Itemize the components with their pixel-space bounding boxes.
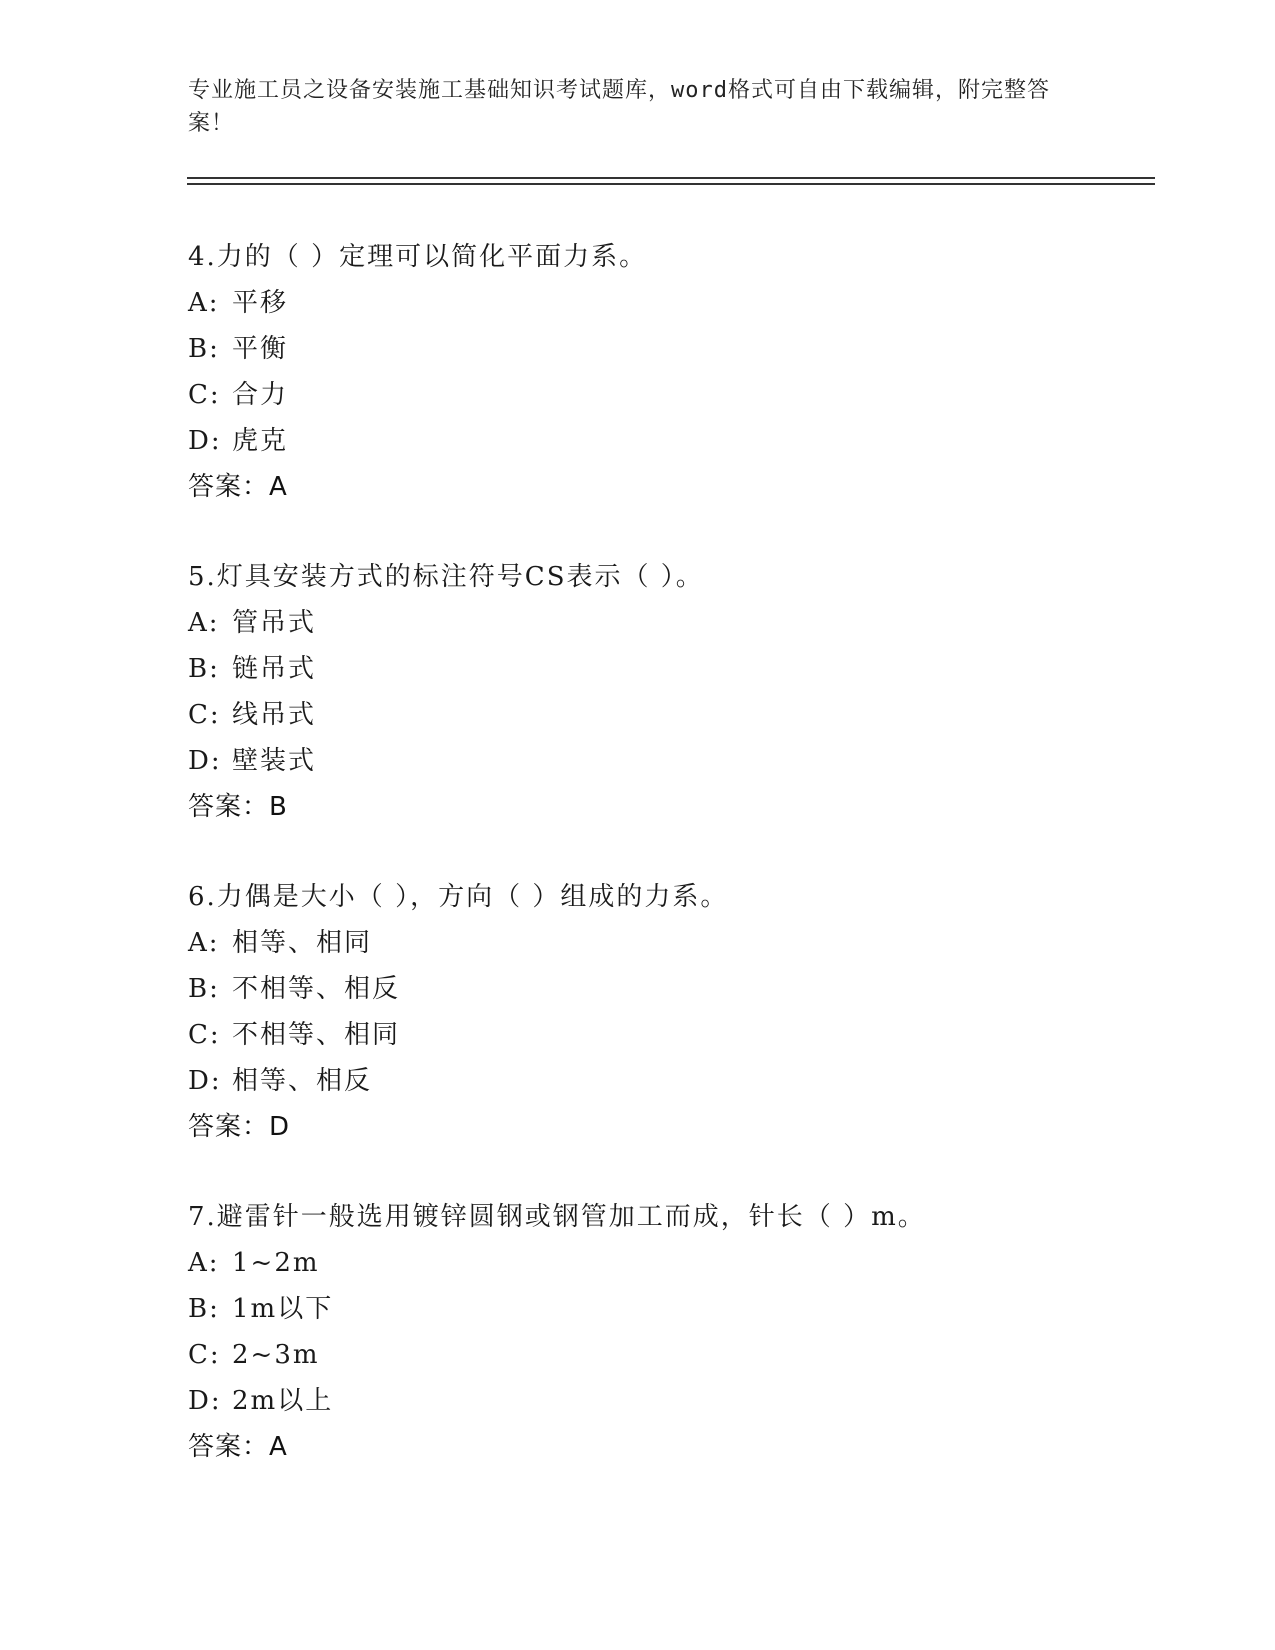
option-b	[188, 646, 1148, 692]
option-key: A:	[188, 288, 220, 318]
option-text: 虎克	[232, 426, 289, 456]
question-6	[188, 874, 1148, 1194]
option-text: 链吊式	[232, 654, 317, 684]
option-c	[188, 372, 1148, 418]
option-text: 线吊式	[232, 700, 317, 730]
option-key: C:	[188, 700, 221, 730]
option-d	[188, 1058, 1148, 1104]
option-text: 相等、相同	[232, 928, 373, 958]
option-b	[188, 326, 1148, 372]
header-divider-top	[187, 177, 1155, 179]
document-intro: 专业施工员之设备安装施工基础知识考试题库，word格式可自由下载编辑，附完整答案！	[188, 78, 1050, 136]
option-text: 1~2m	[232, 1248, 320, 1278]
answer-line: 答案：A	[188, 472, 288, 502]
option-d	[188, 418, 1148, 464]
option-a	[188, 1240, 1148, 1286]
question-7	[188, 1194, 1148, 1514]
answer-line: 答案：B	[188, 792, 288, 822]
option-key: C:	[188, 1020, 221, 1050]
option-text: 平移	[232, 288, 289, 318]
option-d	[188, 1378, 1148, 1424]
answer-line: 答案：A	[188, 1432, 288, 1462]
option-key: B:	[188, 1294, 220, 1324]
option-key: C:	[188, 1340, 221, 1370]
question-5	[188, 554, 1148, 874]
option-d	[188, 738, 1148, 784]
option-a	[188, 920, 1148, 966]
option-text: 不相等、相反	[232, 974, 401, 1004]
question-stem: 5.灯具安装方式的标注符号CS表示（ ）。	[188, 562, 704, 592]
option-c	[188, 1332, 1148, 1378]
option-key: A:	[188, 928, 220, 958]
answer-line: 答案：D	[188, 1112, 291, 1142]
option-key: D:	[188, 1386, 222, 1416]
option-a	[188, 600, 1148, 646]
option-b	[188, 966, 1148, 1012]
option-text: 平衡	[232, 334, 289, 364]
option-key: D:	[188, 1066, 222, 1096]
option-key: C:	[188, 380, 221, 410]
question-stem: 7.避雷针一般选用镀锌圆钢或钢管加工而成，针长（ ）m。	[188, 1202, 926, 1232]
option-key: A:	[188, 1248, 220, 1278]
option-text: 管吊式	[232, 608, 317, 638]
option-text: 2~3m	[232, 1340, 320, 1370]
option-c	[188, 1012, 1148, 1058]
question-list	[188, 234, 1148, 1514]
option-key: D:	[188, 426, 222, 456]
option-text: 1m以下	[232, 1294, 334, 1324]
option-key: B:	[188, 654, 220, 684]
option-b	[188, 1286, 1148, 1332]
option-key: D:	[188, 746, 222, 776]
question-stem: 4.力的（ ）定理可以简化平面力系。	[188, 242, 648, 272]
option-a	[188, 280, 1148, 326]
option-text: 壁装式	[232, 746, 317, 776]
option-c	[188, 692, 1148, 738]
option-key: B:	[188, 974, 220, 1004]
option-text: 相等、相反	[232, 1066, 373, 1096]
option-text: 合力	[232, 380, 289, 410]
question-4	[188, 234, 1148, 554]
option-text: 2m以上	[232, 1386, 334, 1416]
option-key: B:	[188, 334, 220, 364]
question-stem: 6.力偶是大小（ ），方向（ ）组成的力系。	[188, 882, 729, 912]
option-text: 不相等、相同	[232, 1020, 401, 1050]
header-divider-bottom	[187, 183, 1155, 185]
option-key: A:	[188, 608, 220, 638]
